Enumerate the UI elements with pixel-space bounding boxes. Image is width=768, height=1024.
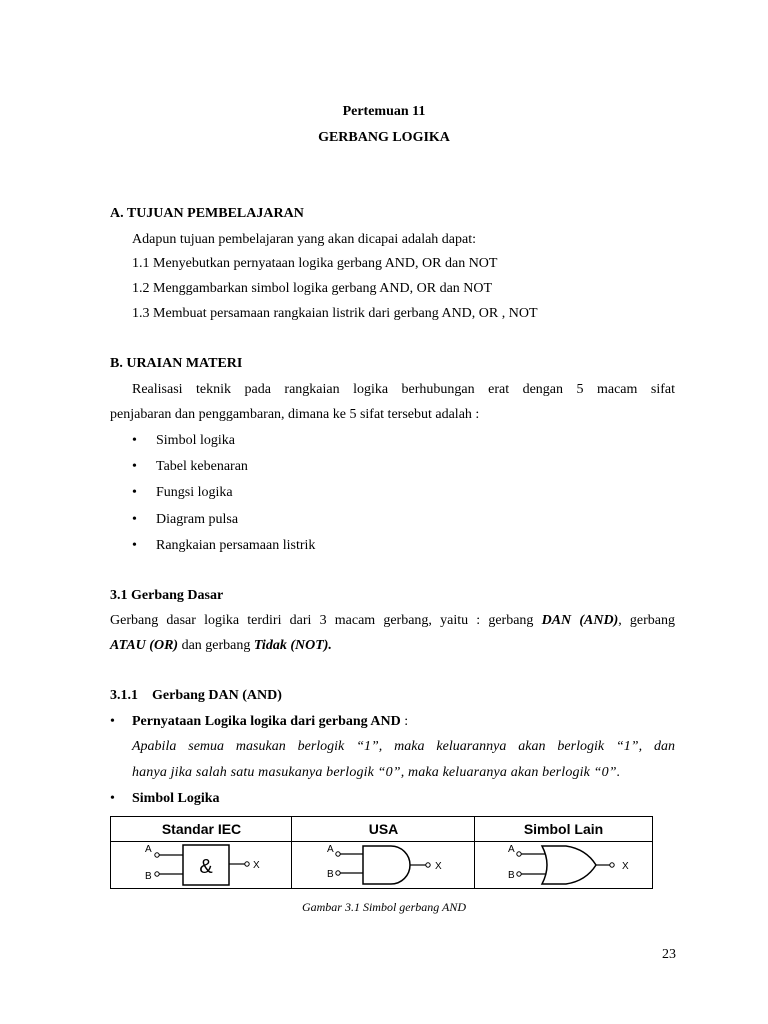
list-item: Rangkaian persamaan listrik bbox=[156, 538, 316, 553]
input-a-label: A bbox=[508, 844, 515, 855]
text-run: Gerbang dasar logika terdiri dari 3 macam gerbang, yaitu : gerbang bbox=[110, 613, 542, 628]
text-run: : bbox=[400, 714, 409, 729]
iec-and-gate bbox=[111, 843, 291, 888]
objective-item-3: 1.3 Membuat persamaan rangkaian listrik dari gerbang AND, OR , NOT bbox=[132, 306, 538, 321]
input-b-label: B bbox=[508, 870, 515, 881]
text-run: Pernyataan Logika logika dari gerbang AND bbox=[132, 714, 401, 729]
list-item: Fungsi logika bbox=[156, 485, 233, 500]
list-item: Diagram pulsa bbox=[156, 512, 239, 527]
table-divider bbox=[474, 817, 475, 888]
page-number: 23 bbox=[662, 947, 676, 962]
ampersand-symbol: & bbox=[199, 856, 213, 878]
input-b-label: B bbox=[327, 869, 334, 880]
and-term: DAN (AND) bbox=[541, 613, 619, 628]
table-divider bbox=[291, 817, 292, 888]
text-run: dan gerbang bbox=[178, 638, 254, 653]
bullet-marker: • bbox=[132, 485, 137, 500]
list-item: Simbol logika bbox=[156, 433, 235, 448]
section-b-heading: B. URAIAN MATERI bbox=[110, 356, 243, 371]
input-b-label: B bbox=[145, 871, 152, 882]
section-3-1-heading: 3.1 Gerbang Dasar bbox=[110, 588, 224, 603]
section-b-paragraph-line-2: penjabaran dan penggambaran, dimana ke 5 sifat tersebut adalah : bbox=[110, 407, 480, 422]
bullet-marker: • bbox=[132, 433, 137, 448]
alt-gate-shape bbox=[542, 846, 596, 884]
logic-statement-label bbox=[132, 714, 408, 730]
header-simbol-lain: Simbol Lain bbox=[523, 821, 604, 837]
or-term: ATAU (OR) bbox=[110, 638, 179, 653]
section-3-1-1-heading: 3.1.1 Gerbang DAN (AND) bbox=[110, 688, 282, 703]
usa-and-gate bbox=[293, 843, 474, 888]
text-run: , gerbang bbox=[618, 613, 675, 628]
bullet-marker: • bbox=[132, 512, 137, 527]
list-item: Tabel kebenaran bbox=[156, 459, 248, 474]
output-x-label: X bbox=[622, 861, 629, 872]
header-standar-iec: Standar IEC bbox=[161, 821, 242, 837]
meeting-number: Pertemuan 11 bbox=[342, 104, 426, 119]
symbol-table bbox=[110, 816, 653, 889]
symbol-logic-label: Simbol Logika bbox=[132, 791, 220, 806]
section-3-1-line-1 bbox=[110, 613, 675, 629]
section-b-paragraph-line-1: Realisasi teknik pada rangkaian logika berhubungan erat dengan 5 macam sifat bbox=[132, 382, 675, 397]
section-3-1-line-2 bbox=[110, 638, 332, 654]
objective-item-2: 1.2 Menggambarkan simbol logika gerbang AND, OR dan NOT bbox=[132, 281, 493, 296]
bullet-marker: • bbox=[110, 791, 115, 806]
header-usa: USA bbox=[368, 821, 399, 837]
output-x-label: X bbox=[253, 860, 260, 871]
logic-statement-line-2: hanya jika salah satu masukanya berlogik “0”, maka keluaranya akan berlogik “0”. bbox=[132, 765, 621, 780]
table-divider bbox=[111, 841, 652, 842]
not-term: Tidak (NOT). bbox=[253, 638, 332, 653]
bullet-marker: • bbox=[110, 714, 115, 729]
bullet-marker: • bbox=[132, 538, 137, 553]
page-title: GERBANG LOGIKA bbox=[318, 130, 450, 145]
logic-statement-line-1: Apabila semua masukan berlogik “1”, maka keluarannya akan berlogik “1”, dan bbox=[132, 739, 675, 754]
section-a-heading: A. TUJUAN PEMBELAJARAN bbox=[110, 206, 304, 221]
alt-and-gate bbox=[476, 843, 652, 888]
figure-caption: Gambar 3.1 Simbol gerbang AND bbox=[301, 900, 467, 914]
output-x-label: X bbox=[435, 861, 442, 872]
and-gate-shape bbox=[363, 846, 410, 884]
input-a-label: A bbox=[327, 844, 334, 855]
bullet-marker: • bbox=[132, 459, 137, 474]
objective-item-1: 1.1 Menyebutkan pernyataan logika gerbang AND, OR dan NOT bbox=[132, 256, 498, 271]
section-a-intro: Adapun tujuan pembelajaran yang akan dicapai adalah dapat: bbox=[132, 232, 477, 247]
input-a-label: A bbox=[145, 844, 152, 855]
